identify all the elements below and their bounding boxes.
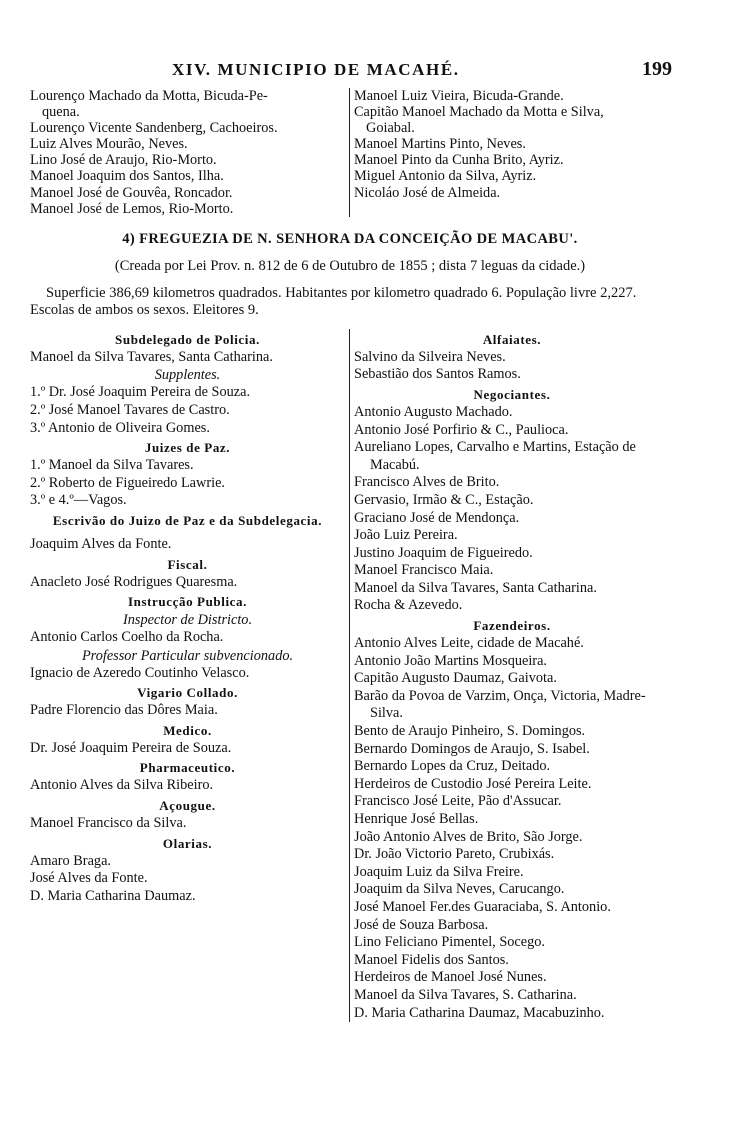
list-item: Amaro Braga.	[30, 852, 111, 869]
page-header	[30, 58, 670, 88]
list-item: Padre Florencio das Dôres Maia.	[30, 702, 218, 719]
list-item: Bernardo Domingos de Araujo, S. Isabel.	[354, 740, 590, 757]
list-item: Justino Joaquim de Figueiredo.	[354, 544, 533, 561]
list-item: 2.º Roberto de Figueiredo Lawrie.	[30, 474, 226, 491]
top-columns	[30, 88, 670, 217]
heading-acougue: Açougue.	[159, 798, 216, 814]
list-item: Barão da Povoa de Varzim, Onça, Victoria, Madre-Silva.	[354, 687, 646, 722]
heading-instruccao: Instrucção Publica.	[127, 594, 247, 610]
list-item: Manoel da Silva Tavares, S. Catharina.	[354, 986, 577, 1003]
list-item: Gervasio, Irmão & C., Estação.	[354, 491, 534, 508]
list-item: Bento de Araujo Pinheiro, S. Domingos.	[354, 723, 586, 740]
list-item: Manoel da Silva Tavares, Santa Catharina.	[354, 579, 597, 596]
list-item: Miguel Antonio da Silva, Ayriz.	[354, 168, 537, 185]
list-item: 2.º José Manoel Tavares de Castro.	[30, 401, 230, 418]
list-item: José Manoel Fer.des Guaraciaba, S. Antonio.	[354, 898, 611, 915]
list-item: João Luiz Pereira.	[354, 527, 458, 544]
list-item: Manoel Joaquim dos Santos, Ilha.	[30, 168, 224, 185]
list-item: Joaquim Alves da Fonte.	[30, 535, 172, 552]
list-item: Manoel Luiz Vieira, Bicuda-Grande.	[354, 88, 564, 104]
list-item: Bernardo Lopes da Cruz, Deitado.	[354, 758, 551, 775]
list-item: Herdeiros de Manoel José Nunes.	[354, 969, 547, 986]
heading-medico: Medico.	[163, 722, 212, 738]
list-item: Lino José de Araujo, Rio-Morto.	[30, 152, 217, 169]
heading-vigario: Vigario Collado.	[137, 685, 238, 701]
heading-fiscal: Fiscal.	[167, 556, 208, 572]
directory-columns	[30, 329, 670, 1022]
list-item: Herdeiros de Custodio José Pereira Leite.	[354, 775, 592, 792]
list-item: Ignacio de Azeredo Coutinho Velasco.	[30, 664, 250, 681]
page	[30, 58, 670, 1022]
list-item: Manoel Pinto da Cunha Brito, Ayriz.	[354, 152, 564, 169]
list-item: Dr. João Victorio Pareto, Crubixás.	[354, 846, 555, 863]
list-item: Lino Feliciano Pimentel, Socego.	[354, 934, 545, 951]
heading-fazendeiros: Fazendeiros.	[473, 618, 551, 634]
list-item: Nicoláo José de Almeida.	[354, 184, 501, 201]
list-item: Manoel Francisco Maia.	[354, 562, 494, 579]
list-item: 3.º Antonio de Oliveira Gomes.	[30, 419, 210, 436]
section-note: (Creada por Lei Prov. n. 812 de 6 de Outubro de 1855 ; dista 7 leguas da cidade.)	[114, 257, 586, 274]
heading-olarias: Olarias.	[162, 835, 213, 851]
list-item: Joaquim da Silva Neves, Carucango.	[354, 881, 565, 898]
list-item: Joaquim Luiz da Silva Freire.	[354, 863, 524, 880]
list-item: José de Souza Barbosa.	[354, 916, 489, 933]
list-item: Manoel José de Lemos, Rio-Morto.	[30, 200, 234, 217]
list-item: Aureliano Lopes, Carvalho e Martins, Estação de Macabú.	[354, 439, 636, 473]
list-item: Capitão Manoel Machado da Motta e Silva,	[354, 104, 604, 121]
section-paragraph: Superficie 386,69 kilometros quadrados. Habitantes por kilometro quadrado 6. População livre 2,227. Escolas de ambos os sexos. Eleitores 9.	[30, 284, 637, 318]
list-item: D. Maria Catharina Daumaz, Macabuzinho.	[354, 1004, 605, 1021]
list-item: Lourenço Vicente Sandenberg, Cachoeiros.	[30, 120, 278, 137]
list-item: Dr. José Joaquim Pereira de Souza.	[30, 739, 232, 756]
list-item: Manoel Fidelis dos Santos.	[354, 951, 509, 968]
list-item: Capitão Augusto Daumaz, Gaivota.	[354, 670, 557, 687]
list-item: Antonio Alves da Silva Ribeiro.	[30, 777, 214, 794]
list-item: Francisco Alves de Brito.	[354, 474, 500, 491]
list-item: Manoel da Silva Tavares, Santa Catharina.	[30, 348, 273, 365]
list-item: quena.	[42, 104, 80, 121]
list-item: Henrique José Bellas.	[354, 811, 479, 827]
heading-inspector: Inspector de Districto.	[122, 612, 253, 629]
list-item: Antonio Carlos Coelho da Rocha.	[30, 629, 224, 646]
heading-alfaiates: Alfaiates.	[482, 331, 542, 347]
list-item: Rocha & Azevedo.	[354, 597, 463, 614]
list-item: Lourenço Machado da Motta, Bicuda-Pe-	[30, 88, 268, 104]
list-item: 1.º Dr. José Joaquim Pereira de Souza.	[30, 384, 251, 401]
heading-professor: Professor Particular subvencionado.	[81, 647, 294, 664]
heading-negociantes: Negociantes.	[473, 386, 551, 402]
list-item: Manoel Francisco da Silva.	[30, 815, 187, 832]
heading-pharmaceutico: Pharmaceutico.	[139, 760, 236, 776]
page-number: 199	[642, 58, 672, 80]
list-item: Salvino da Silveira Neves.	[354, 348, 506, 365]
right-column	[350, 329, 670, 1022]
list-item: José Alves da Fonte.	[30, 870, 148, 887]
list-item: Luiz Alves Mourão, Neves.	[30, 136, 188, 153]
list-item: Antonio José Porfirio & C., Paulioca.	[354, 421, 569, 438]
page-title: XIV. MUNICIPIO DE MACAHÉ.	[172, 60, 460, 79]
list-item: Sebastião dos Santos Ramos.	[354, 366, 521, 383]
list-item: Antonio Augusto Machado.	[354, 403, 513, 420]
list-item: Antonio João Martins Mosqueira.	[354, 652, 547, 669]
top-right-column	[350, 88, 670, 217]
list-item: Anacleto José Rodrigues Quaresma.	[30, 573, 238, 590]
left-column	[30, 329, 350, 1022]
list-item: Manoel José de Gouvêa, Roncador.	[30, 184, 233, 201]
section-title: 4) FREGUEZIA DE N. SENHORA DA CONCEIÇÃO DE MACABU'.	[122, 230, 578, 247]
heading-supplentes: Supplentes.	[154, 367, 221, 384]
list-item: 1.º Manoel da Silva Tavares.	[30, 457, 194, 474]
list-item: Graciano José de Mendonça.	[354, 509, 520, 526]
heading-subdelegado: Subdelegado de Policia.	[115, 331, 260, 347]
list-item: D. Maria Catharina Daumaz.	[30, 887, 196, 904]
list-item: Manoel Martins Pinto, Neves.	[354, 136, 526, 153]
heading-escrivao: Escrivão do Juizo de Paz e da Subdelegacia.	[52, 512, 323, 528]
list-item: Antonio Alves Leite, cidade de Macahé.	[354, 635, 584, 652]
list-item: Francisco José Leite, Pão d'Assucar.	[354, 793, 562, 810]
list-item: Goiabal.	[366, 120, 415, 137]
list-item: João Antonio Alves de Brito, São Jorge.	[354, 828, 583, 845]
heading-juizes: Juizes de Paz.	[144, 440, 231, 456]
list-item: 3.º e 4.º—Vagos.	[30, 492, 127, 509]
top-left-column	[30, 88, 350, 217]
